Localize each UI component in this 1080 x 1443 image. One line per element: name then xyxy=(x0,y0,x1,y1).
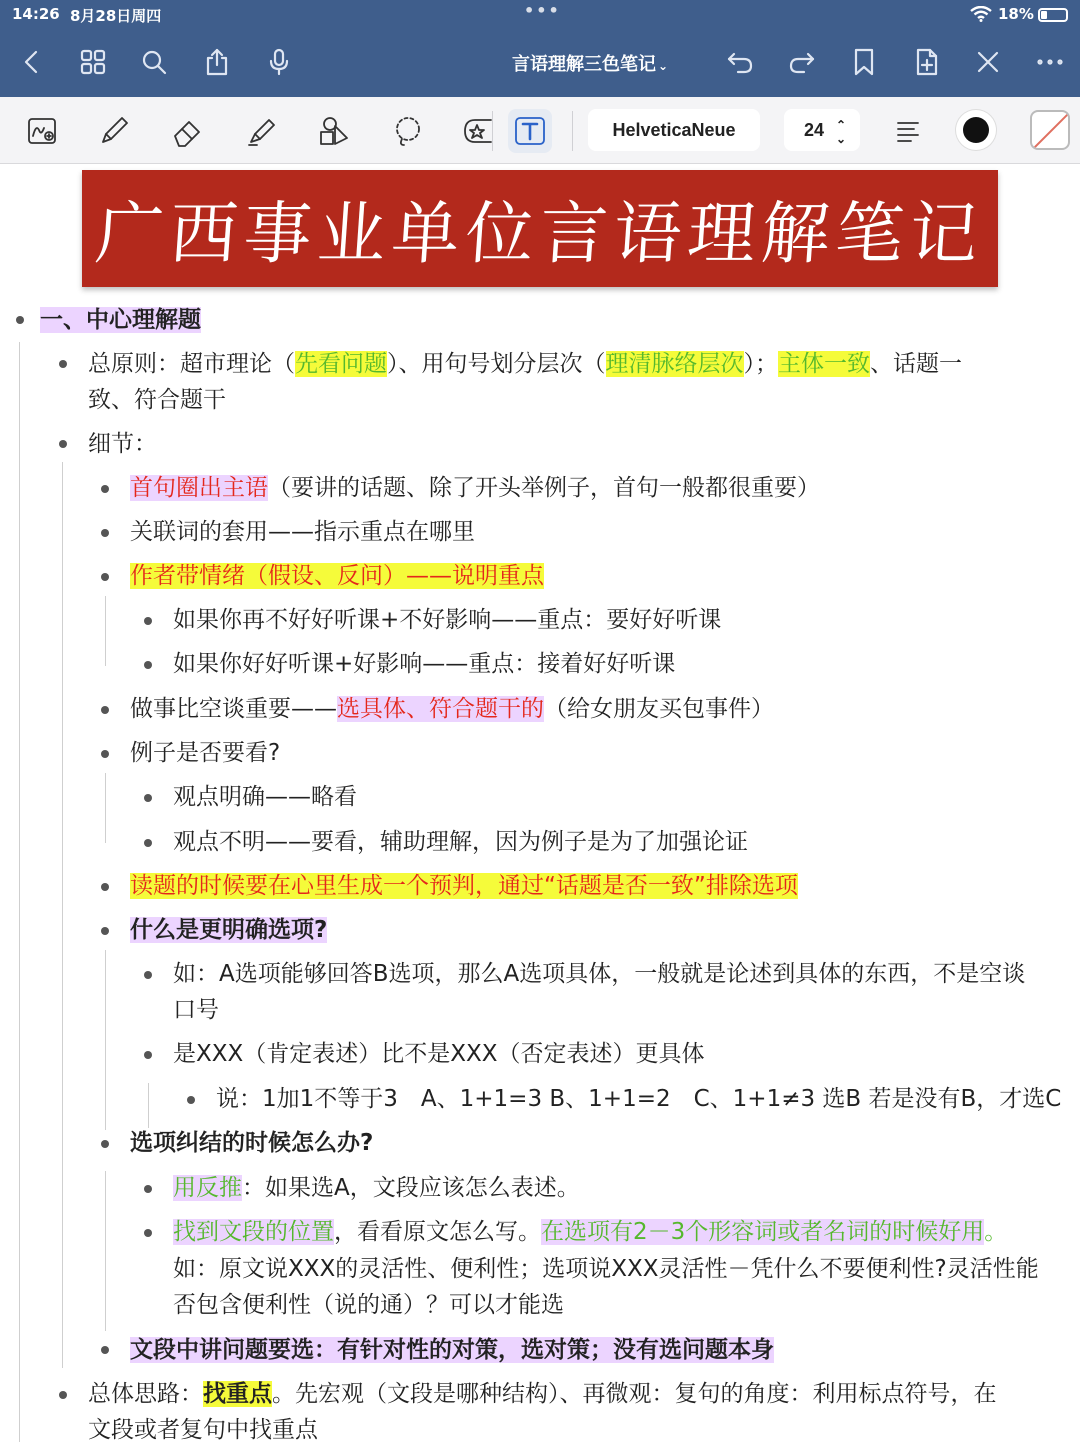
outline-guide-line xyxy=(105,1171,106,1331)
highlight-bold-text: 什么是更明确选项? xyxy=(130,917,328,943)
bullet xyxy=(101,573,109,581)
text-run: ，看看原文怎么写。 xyxy=(334,1219,541,1245)
text-run: 口号 xyxy=(173,997,219,1023)
text-run: 观点明确——略看 xyxy=(173,784,357,810)
list-item-cont xyxy=(173,1287,564,1323)
list-item xyxy=(173,824,748,860)
text-tool-icon[interactable] xyxy=(508,109,552,153)
nav-bar xyxy=(0,30,1080,97)
text-run: 选项纠结的时候怎么办? xyxy=(130,1130,374,1156)
list-item-overall xyxy=(88,1376,997,1412)
font-selector[interactable]: HelveticaNeue xyxy=(588,109,760,151)
bullet xyxy=(16,316,24,324)
text-run: 。先宏观（文段是哪种结构）、再微观：复句的角度：利用标点符号，在 xyxy=(272,1381,997,1407)
bullet xyxy=(144,839,152,847)
list-item xyxy=(130,558,544,594)
status-time: 14:26 xyxy=(12,5,60,23)
document-title-menu[interactable] xyxy=(490,50,690,76)
lasso-icon[interactable] xyxy=(386,109,430,153)
text-run: 如：A选项能够回答B选项，那么A选项具体，一般就是论述到具体的东西，不是空谈 xyxy=(173,961,1026,987)
sticker-icon[interactable] xyxy=(452,109,496,153)
text-run: 致、符合题干 xyxy=(88,387,226,413)
battery-icon xyxy=(1038,8,1068,22)
redo-icon[interactable] xyxy=(784,44,820,80)
status-date: 8月28日周四 xyxy=(70,7,162,25)
highlight-green-text: 在选项有2－3个形容词或者名词的时候好用 xyxy=(541,1219,985,1245)
text-run: 如：原文说XXX的灵活性、便利性；选项说XXX灵活性－凭什么不要便利性?灵活性能 xyxy=(173,1256,1039,1282)
outline-guide-line xyxy=(148,1083,149,1128)
bullet xyxy=(187,1096,195,1104)
list-item xyxy=(173,956,1025,992)
highlight-red-text: 作者带情绪（假设、反问）——说明重点 xyxy=(130,563,544,589)
list-item xyxy=(216,1081,1061,1117)
list-item xyxy=(173,646,675,682)
bullet xyxy=(144,617,152,625)
bullet xyxy=(101,706,109,714)
outline-guide-line xyxy=(19,342,20,1442)
stepper-chevrons-icon: ⌃ ⌄ xyxy=(836,118,847,146)
bullet xyxy=(101,750,109,758)
text-run: 细节： xyxy=(88,431,157,457)
list-item xyxy=(173,1214,1007,1250)
background-color-none-swatch[interactable] xyxy=(1030,110,1070,150)
title-banner xyxy=(82,170,998,287)
text-run: 如果你好好听课+好影响——重点：接着好好听课 xyxy=(173,651,676,677)
list-item-cont xyxy=(173,1251,1039,1287)
highlight-green-text: 主体一致 xyxy=(778,351,870,377)
text-run: 。 xyxy=(984,1219,1008,1245)
highlight-bold-text: 文段中讲问题要选：有针对性的对策，选对策；没有选问题本身 xyxy=(130,1337,774,1363)
bullet xyxy=(59,360,67,368)
bullet xyxy=(144,1051,152,1059)
font-size-value: 24 xyxy=(804,120,825,140)
bullet xyxy=(101,883,109,891)
status-bar xyxy=(0,0,1080,30)
close-tools-icon[interactable] xyxy=(970,44,1006,80)
text-run: ）； xyxy=(743,351,778,377)
top-chrome xyxy=(0,0,1080,97)
bullet xyxy=(144,661,152,669)
text-run: 是XXX（肯定表述）比不是XXX（否定表述）更具体 xyxy=(173,1041,705,1067)
list-item xyxy=(130,1332,774,1368)
pen-icon[interactable] xyxy=(92,109,136,153)
highlight-green-text: 先看问题 xyxy=(295,351,387,377)
wifi-icon xyxy=(970,6,992,22)
highlight-bold-text: 找重点 xyxy=(203,1381,272,1407)
text-run: （给女朋友买包事件） xyxy=(544,696,774,722)
text-run: （要讲的话题、除了开头举例子，首句一般都很重要） xyxy=(268,475,820,501)
toolbar-divider xyxy=(572,111,573,151)
bookmark-icon[interactable] xyxy=(846,44,882,80)
text-run: 观点不明——要看，辅助理解，因为例子是为了加强论证 xyxy=(173,829,748,855)
search-icon[interactable] xyxy=(136,44,172,80)
multitask-dots-icon[interactable]: ••• xyxy=(524,1,561,20)
outline-guide-line xyxy=(105,950,106,1130)
highlight-red-text: 首句圈出主语 xyxy=(130,475,268,501)
bullet xyxy=(144,1229,152,1237)
highlight-green-text: 用反推 xyxy=(173,1175,242,1201)
text-run: ）、用句号划分层次（ xyxy=(387,351,606,377)
text-run: 说：1加1不等于3 A、1+1=3 B、1+1=2 C、1+1≠3 选B 若是没有B，才选C xyxy=(216,1086,1062,1112)
text-run: 文段或者复句中找重点 xyxy=(88,1417,318,1443)
list-item xyxy=(130,470,820,506)
list-item-overall-cont xyxy=(88,1412,318,1443)
share-icon[interactable] xyxy=(199,44,235,80)
highlight-red-text: 选具体、符合题干的 xyxy=(337,696,544,722)
microphone-icon[interactable] xyxy=(261,44,297,80)
text-run: 否包含便利性（说的通）？可以才能选 xyxy=(173,1292,564,1318)
document-title: 言语理解三色笔记 xyxy=(511,54,656,75)
list-item xyxy=(130,691,774,727)
back-icon[interactable] xyxy=(14,44,50,80)
toolbar-divider xyxy=(492,111,493,151)
highlight-red-text: 读题的时候要在心里生成一个预判，通过“话题是否一致”排除选项 xyxy=(130,873,798,899)
outline-guide-line xyxy=(62,462,63,1368)
bullet xyxy=(101,927,109,935)
list-item xyxy=(130,1125,373,1161)
bullet xyxy=(101,1346,109,1354)
bullet xyxy=(101,529,109,537)
bullet xyxy=(59,440,67,448)
text-run: 例子是否要看? xyxy=(130,740,281,766)
highlight-green-text: 找到文段的位置 xyxy=(173,1219,334,1245)
section-heading-text: 一、中心理解题 xyxy=(40,307,201,333)
font-size-selector[interactable] xyxy=(784,109,860,151)
paragraph-align-icon[interactable] xyxy=(886,109,930,153)
text-run: 总原则：超市理论（ xyxy=(88,351,295,377)
banner-title: 广西事业单位言语理解笔记 xyxy=(92,195,987,274)
list-item xyxy=(173,1170,580,1206)
undo-icon[interactable] xyxy=(722,44,758,80)
text-run: 总体思路： xyxy=(88,1381,203,1407)
list-item xyxy=(173,602,721,638)
highlighter-icon[interactable] xyxy=(240,109,284,153)
list-item xyxy=(130,912,327,948)
list-item xyxy=(130,868,798,904)
bullet xyxy=(101,1140,109,1148)
add-page-icon[interactable] xyxy=(909,44,945,80)
list-item xyxy=(130,735,280,771)
handwriting-icon[interactable] xyxy=(20,109,64,153)
section-heading xyxy=(40,302,201,338)
list-item xyxy=(173,779,357,815)
text-run: 、话题一 xyxy=(870,351,962,377)
list-item-detail xyxy=(88,426,157,462)
text-run: 如果你再不好好听课+不好影响——重点：要好好听课 xyxy=(173,607,722,633)
text-run: 关联词的套用——指示重点在哪里 xyxy=(130,519,475,545)
drawing-toolbar xyxy=(0,97,1080,164)
bullet xyxy=(144,971,152,979)
bullet xyxy=(144,1185,152,1193)
text-color-swatch[interactable] xyxy=(956,110,996,150)
highlight-green-text: 理清脉络层次 xyxy=(605,351,744,377)
list-item xyxy=(173,1036,705,1072)
bullet xyxy=(101,485,109,493)
battery-percent: 18% xyxy=(998,5,1034,23)
list-item-principle xyxy=(88,346,962,382)
text-run: 做事比空谈重要—— xyxy=(130,696,337,722)
outline-guide-line xyxy=(105,596,106,666)
list-item xyxy=(130,514,475,550)
outline-guide-line xyxy=(105,773,106,843)
grid-view-icon[interactable] xyxy=(75,44,111,80)
chevron-down-icon: ⌄ xyxy=(657,59,669,73)
text-run: ：如果选A，文段应该怎么表述。 xyxy=(242,1175,580,1201)
eraser-icon[interactable] xyxy=(166,109,210,153)
list-item-principle-cont xyxy=(88,382,226,418)
list-item-cont xyxy=(173,992,219,1028)
more-options-icon[interactable] xyxy=(1032,44,1068,80)
shapes-icon[interactable] xyxy=(312,109,356,153)
bullet xyxy=(59,1391,67,1399)
bullet xyxy=(144,794,152,802)
